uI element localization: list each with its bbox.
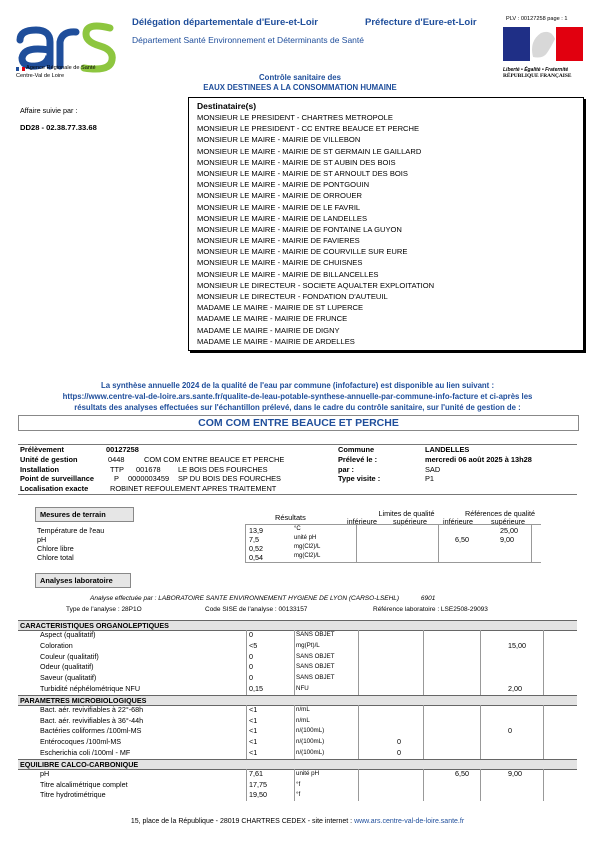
terrain-unit: mg(Cl2)/L [294, 553, 321, 559]
lab-row [18, 684, 577, 695]
par-value: SAD [425, 464, 441, 474]
column-divider [543, 705, 544, 759]
unite-value: COM COM ENTRE BEAUCE ET PERCHE [144, 454, 285, 464]
lab-name: Entérocoques /100ml-MS [40, 737, 122, 747]
terrain-section [35, 507, 577, 565]
lab-row [18, 641, 577, 652]
recipient-line: MADAME LE MAIRE - MAIRIE DE FRUNCE [197, 314, 348, 324]
lab-analysis-type: Type de l'analyse : 28P1O [66, 606, 142, 613]
lab-row [18, 748, 577, 759]
marianne-icon [503, 27, 583, 61]
column-divider [543, 769, 544, 801]
lab-row [18, 780, 577, 791]
lab-unit: SANS OBJET [296, 631, 335, 638]
notice-line-1: La synthèse annuelle 2024 de la qualité de l'eau par commune (infofacture) est disponible au lien suivant : [100, 381, 495, 390]
terrain-value: 0,54 [249, 553, 263, 562]
terrain-ref-sup: 9,00 [500, 535, 514, 544]
installation-type: TTP [110, 464, 124, 474]
republic-motto: Liberté • Égalité • Fraternité [503, 67, 569, 73]
lab-unit: SANS OBJET [296, 674, 335, 682]
column-divider [480, 769, 481, 801]
lab-unit: °f [296, 780, 301, 788]
lab-unit: n/(100mL) [296, 738, 325, 746]
lab-section-title: CARACTERISTIQUES ORGANOLEPTIQUES [20, 621, 169, 630]
point-code: 0000003459 [128, 474, 170, 484]
lab-value: 0 [249, 630, 253, 639]
recipient-line: MONSIEUR LE MAIRE - MAIRIE DE CHUISNES [197, 258, 363, 268]
terrain-col-results: Résultats [275, 513, 306, 522]
terrain-unit: mg(Cl2)/L [294, 544, 321, 550]
recipient-line: MONSIEUR LE MAIRE - MAIRIE DE COURVILLE SUR EURE [197, 247, 408, 257]
republic-name: RÉPUBLIQUE FRANÇAISE [503, 73, 572, 79]
lab-value: <1 [249, 704, 258, 714]
lab-row [18, 716, 577, 727]
logo-subtitle-1: Agence Régionale de Santé [26, 65, 96, 71]
republic-emblem [503, 27, 583, 79]
prelevement-label: Prélèvement [20, 445, 64, 454]
visite-value: P1 [425, 474, 435, 484]
terrain-name: Chlore libre [37, 544, 74, 553]
recipient-line: MONSIEUR LE PRESIDENT - CC ENTRE BEAUCE ET PERCHE [197, 124, 420, 134]
recipient-line: MONSIEUR LE MAIRE - MAIRIE DE FAVIERES [197, 236, 360, 246]
lab-value: 0 [249, 651, 253, 661]
recipients-list [189, 112, 583, 347]
lab-unit: n/mL [296, 705, 310, 713]
lab-value: 0 [249, 673, 253, 683]
lab-row [18, 662, 577, 673]
preleve-label: Prélevé le : [338, 454, 378, 464]
notice-line-3: résultats des analyses effectuées sur l'échantillon prélevé, dans le cadre du contrôle sanitaire, sur l'unité de gestion de : [74, 403, 521, 412]
localisation-value: ROBINET REFOULEMENT APRES TRAITEMENT [110, 484, 277, 494]
terrain-value: 13,9 [249, 526, 263, 535]
point-type: P [114, 474, 119, 484]
column-divider [423, 705, 424, 759]
lab-row [18, 726, 577, 737]
department-title: Département Santé Environnement et Déterminants de Santé [132, 35, 364, 45]
lab-row [18, 652, 577, 663]
recipient-line: MONSIEUR LE MAIRE - MAIRIE DE VILLEBON [197, 135, 361, 145]
lab-value: 19,50 [249, 790, 267, 800]
recipient-line: MONSIEUR LE DIRECTEUR - SOCIETE AQUALTER EXPLOITATION [197, 280, 435, 290]
followed-by-label: Affaire suivie par : [20, 106, 78, 115]
lab-name: pH [40, 768, 50, 778]
recipient-line: MONSIEUR LE MAIRE - MAIRIE DE LE FAVRIL [197, 202, 361, 212]
lab-row [18, 630, 577, 641]
terrain-unit: °C [294, 526, 301, 532]
lab-value: <1 [249, 726, 258, 736]
lab-name: Bact. aér. revivifiables à 22°-68h [40, 704, 144, 714]
lab-row [18, 705, 577, 716]
column-divider [423, 769, 424, 801]
lab-name: Aspect (qualitatif) [40, 630, 96, 639]
lab-unit: mg(Pt)/L [296, 641, 320, 649]
lab-value: <5 [249, 640, 258, 650]
commune-value: LANDELLES [425, 445, 470, 454]
recipient-line: MADAME LE MAIRE - MAIRIE DE DIGNY [197, 325, 340, 335]
lab-lim-sup: 0 [397, 748, 401, 757]
lab-reference: Référence laboratoire : LSE2508-29093 [373, 606, 488, 613]
lab-row [18, 769, 577, 780]
lab-ref-sup: 0 [508, 726, 512, 736]
terrain-ref-inf: 6,50 [455, 535, 469, 544]
lab-ref-sup: 15,00 [508, 640, 526, 650]
control-title-2: EAUX DESTINEES A LA CONSOMMATION HUMAINE [203, 83, 397, 92]
recipient-line: MONSIEUR LE MAIRE - MAIRIE DE ST ARNOULT DES BOIS [197, 168, 408, 178]
lab-value: 0,15 [249, 684, 263, 693]
recipient-line: MONSIEUR LE PRESIDENT - CHARTRES METROPOLE [197, 113, 393, 122]
lab-performed-row [90, 595, 435, 602]
terrain-col-limits-sup: supérieure [393, 517, 427, 526]
control-title-1: Contrôle sanitaire des [259, 73, 341, 82]
sample-info [18, 444, 577, 495]
lab-name: Bactéries coliformes /100ml-MS [40, 726, 142, 736]
column-divider [423, 630, 424, 695]
lab-name: Escherichia coli /100ml - MF [40, 748, 131, 757]
column-divider [246, 769, 247, 801]
prelevement-value: 00127258 [106, 445, 139, 454]
followed-by-value: DD28 - 02.38.77.33.68 [20, 123, 97, 132]
footer [0, 818, 595, 825]
footer-website-link[interactable]: www.ars.centre-val-de-loire.sante.fr [354, 818, 465, 825]
unite-code: 0448 [108, 454, 125, 464]
lab-name: Saveur (qualitatif) [40, 673, 97, 683]
column-divider [246, 705, 247, 759]
column-divider [358, 705, 359, 759]
recipient-line: MONSIEUR LE MAIRE - MAIRIE DE ORROUER [197, 191, 362, 201]
lab-sise-code: Code SISE de l'analyse : 00133157 [205, 606, 308, 613]
prefecture-title: Préfecture d'Eure-et-Loir [365, 17, 477, 28]
point-name: SP DU BOIS DES FOURCHES [178, 474, 281, 484]
point-label: Point de surveillance [20, 474, 94, 484]
commune-label: Commune [338, 445, 375, 454]
lab-value: 0 [249, 662, 253, 672]
column-divider [358, 769, 359, 801]
recipient-line: MONSIEUR LE MAIRE - MAIRIE DE PONTGOUIN [197, 180, 370, 190]
logo-subtitle-2: Centre-Val de Loire [16, 73, 65, 79]
preleve-value: mercredi 06 août 2025 à 13h28 [425, 454, 532, 464]
par-label: par : [338, 464, 355, 474]
lab-unit: n/(100mL) [296, 749, 325, 756]
lab-name: Titre hydrotimétrique [40, 790, 106, 800]
terrain-col-refs-sup: supérieure [491, 517, 525, 526]
terrain-value: 7,5 [249, 535, 259, 544]
recipient-line: MONSIEUR LE MAIRE - MAIRIE DE BILLANCELLES [197, 269, 379, 279]
lab-results-table [18, 620, 577, 806]
lab-ref-sup: 9,00 [508, 768, 522, 778]
lab-name: Bact. aér. revivifiables à 36°-44h [40, 715, 144, 725]
localisation-label: Localisation exacte [20, 484, 89, 494]
notice-link[interactable]: https://www.centre-val-de-loire.ars.sante.fr/qualite-de-leau-potable-synthese-annuelle-par-commune-info-facture et ci-après les [62, 392, 533, 401]
terrain-title: Mesures de terrain [35, 507, 134, 522]
ars-logo [14, 20, 124, 90]
plv-reference: PLV : 00127258 page : 1 [506, 16, 568, 22]
column-divider [480, 705, 481, 759]
installation-name: LE BOIS DES FOURCHES [178, 464, 268, 474]
terrain-rows [35, 526, 577, 566]
lab-unit: SANS OBJET [296, 663, 335, 671]
column-divider [246, 630, 247, 695]
recipient-line: MONSIEUR LE MAIRE - MAIRIE DE LANDELLES [197, 213, 368, 223]
recipient-line: MONSIEUR LE DIRECTEUR - FONDATION D'AUTEUIL [197, 292, 388, 301]
terrain-ref-sup: 25,00 [500, 526, 518, 535]
terrain-name: pH [37, 535, 47, 544]
lab-unit: n/(100mL) [296, 727, 325, 735]
lab-name: Couleur (qualitatif) [40, 651, 99, 661]
ars-logo-graphic [14, 20, 124, 90]
recipient-line: MADAME LE MAIRE - MAIRIE DE ST LUPERCE [197, 303, 364, 313]
recipient-line: MONSIEUR LE MAIRE - MAIRIE DE ST GERMAIN LE GAILLARD [197, 146, 422, 156]
terrain-col-limits: Limites de qualité [378, 509, 435, 518]
terrain-value: 0,52 [249, 544, 263, 553]
lab-name: Coloration [40, 640, 73, 650]
lab-unit: °f [296, 791, 301, 799]
lab-unit: NFU [296, 685, 309, 692]
lab-performed-code: 6901 [420, 595, 436, 602]
column-divider [294, 630, 295, 695]
lab-section-title: PARAMETRES MICROBIOLOGIQUES [20, 695, 147, 705]
lab-unit: unité pH [296, 769, 320, 777]
lab-value: 17,75 [249, 779, 267, 789]
column-divider [543, 630, 544, 695]
visite-label: Type visite : [338, 474, 381, 484]
lab-ref-inf: 6,50 [455, 768, 469, 778]
lab-section-title: EQUILIBRE CALCO-CARBONIQUE [20, 759, 139, 769]
terrain-col-limits-inf: inférieure [347, 517, 377, 526]
terrain-unit: unité pH [294, 535, 317, 541]
installation-code: 001678 [136, 464, 161, 474]
lab-name: Odeur (qualitatif) [40, 662, 94, 672]
terrain-name: Température de l'eau [37, 526, 105, 535]
lab-unit: n/mL [296, 716, 310, 724]
recipient-line: MONSIEUR LE MAIRE - MAIRIE DE ST AUBIN DES BOIS [197, 157, 396, 167]
lab-value: <1 [249, 715, 258, 725]
lab-value: <1 [249, 737, 258, 747]
recipient-line: MADAME LE MAIRE - MAIRIE DE ARDELLES [197, 336, 355, 346]
recipient-line: MONSIEUR LE MAIRE - MAIRIE DE FONTAINE LA GUYON [197, 224, 402, 234]
delegation-title: Délégation départementale d'Eure-et-Loir [132, 17, 318, 28]
lab-performed-by: Analyse effectuée par : LABORATOIRE SANTE ENVIRONNEMENT HYGIENE DE LYON (CARSO-LSEHL) [90, 595, 400, 602]
unite-label: Unité de gestion [20, 454, 78, 464]
lab-unit: SANS OBJET [296, 652, 335, 660]
lab-value: 7,61 [249, 768, 263, 778]
entity-name: COM COM ENTRE BEAUCE ET PERCHE [18, 415, 579, 431]
column-divider [294, 705, 295, 759]
lab-row [18, 737, 577, 748]
lab-row [18, 673, 577, 684]
terrain-name: Chlore total [37, 553, 74, 562]
column-divider [480, 630, 481, 695]
lab-title: Analyses laboratoire [35, 573, 131, 588]
recipients-box [188, 97, 584, 351]
lab-name: Titre alcalimétrique complet [40, 779, 128, 789]
terrain-col-refs-inf: inférieure [443, 517, 473, 526]
lab-value: <1 [249, 748, 258, 757]
lab-name: Turbidité néphélométrique NFU [40, 684, 141, 693]
installation-label: Installation [20, 464, 60, 474]
column-divider [358, 630, 359, 695]
lab-ref-sup: 2,00 [508, 684, 522, 693]
lab-lim-sup: 0 [397, 737, 401, 747]
column-divider [294, 769, 295, 801]
recipients-title: Destinataire(s) [197, 101, 257, 111]
terrain-col-refs: Références de qualité [465, 509, 535, 518]
lab-row [18, 790, 577, 801]
footer-address: 15, place de la République - 28019 CHARTRES CEDEX - site internet : [130, 818, 355, 825]
